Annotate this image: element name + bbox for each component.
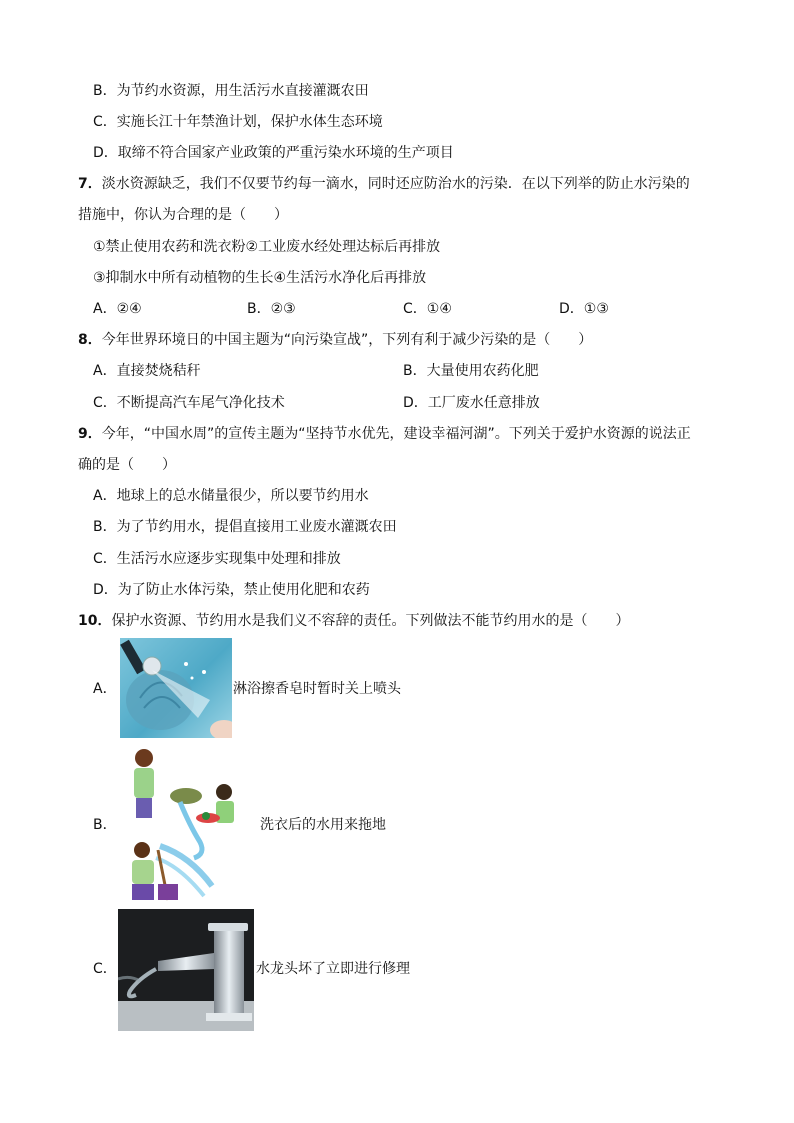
q6-option-b: B．为节约水资源，用生活污水直接灌溉农田 bbox=[93, 83, 369, 99]
q8-number: 8． bbox=[78, 332, 102, 348]
shower-image bbox=[120, 638, 232, 738]
q6-option-c: C．实施长江十年禁渔计划，保护水体生态环境 bbox=[93, 114, 383, 130]
q8-stem bbox=[78, 330, 592, 350]
q10-option-c-text: 水龙头坏了立即进行修理 bbox=[256, 961, 410, 977]
q9-stem-text1: 今年，“中国水周”的宣传主题为“坚持节水优先，建设幸福河湖”。下列关于爱护水资源的说法正 bbox=[101, 426, 691, 442]
q10-option-a-letter: A． bbox=[93, 681, 117, 697]
q7-option-c: C．①④ bbox=[403, 301, 452, 317]
q9-option-d: D．为了防止水体污染，禁止使用化肥和农药 bbox=[93, 582, 370, 598]
q7-option-d: D．①③ bbox=[559, 301, 609, 317]
q10-stem bbox=[78, 611, 629, 631]
q10-option-b-letter: B． bbox=[93, 817, 117, 833]
q8-option-a: A．直接焚烧秸秆 bbox=[93, 363, 201, 379]
q7-items-line1: ①禁止使用农药和洗衣粉②工业废水经处理达标后再排放 bbox=[93, 239, 441, 255]
q7-stem-text1: 淡水资源缺乏，我们不仅要节约每一滴水，同时还应防治水的污染．在以下列举的防止水污染的 bbox=[101, 176, 690, 192]
q8-stem-text: 今年世界环境日的中国主题为“向污染宣战”，下列有利于减少污染的是（ ） bbox=[101, 332, 593, 348]
laundry-illustration bbox=[120, 746, 258, 902]
q10-option-a-text: 淋浴擦香皂时暂时关上喷头 bbox=[233, 681, 401, 697]
q10-option-c-letter: C． bbox=[93, 961, 117, 977]
shower-illustration bbox=[120, 638, 232, 738]
q9-number: 9． bbox=[78, 426, 102, 442]
faucet-illustration bbox=[118, 909, 254, 1031]
q7-option-a: A．②④ bbox=[93, 301, 142, 317]
q9-option-b: B．为了节约用水，提倡直接用工业废水灌溉农田 bbox=[93, 519, 397, 535]
q7-option-b: B．②③ bbox=[247, 301, 296, 317]
q7-stem-line2: 措施中，你认为合理的是（ ） bbox=[78, 207, 288, 223]
q8-option-c: C．不断提高汽车尾气净化技术 bbox=[93, 395, 285, 411]
q10-option-b-text: 洗衣后的水用来拖地 bbox=[260, 817, 386, 833]
faucet-image bbox=[118, 909, 254, 1031]
q9-stem-line1 bbox=[78, 424, 691, 444]
q8-option-d: D．工厂废水任意排放 bbox=[403, 395, 540, 411]
q6-option-d: D．取缔不符合国家产业政策的严重污染水环境的生产项目 bbox=[93, 145, 454, 161]
q7-items-line2: ③抑制水中所有动植物的生长④生活污水净化后再排放 bbox=[93, 270, 427, 286]
q9-option-a: A．地球上的总水储量很少，所以要节约用水 bbox=[93, 488, 369, 504]
q7-stem-line1 bbox=[78, 174, 690, 194]
laundry-cartoon-image bbox=[120, 746, 258, 902]
q7-number: 7． bbox=[78, 176, 102, 192]
q10-stem-text: 保护水资源、节约用水是我们义不容辞的责任。下列做法不能节约用水的是（ ） bbox=[111, 613, 630, 629]
q10-number: 10． bbox=[78, 613, 112, 629]
q9-option-c: C．生活污水应逐步实现集中处理和排放 bbox=[93, 551, 341, 567]
q9-stem-line2: 确的是（ ） bbox=[78, 457, 176, 473]
q8-option-b: B．大量使用农药化肥 bbox=[403, 363, 539, 379]
